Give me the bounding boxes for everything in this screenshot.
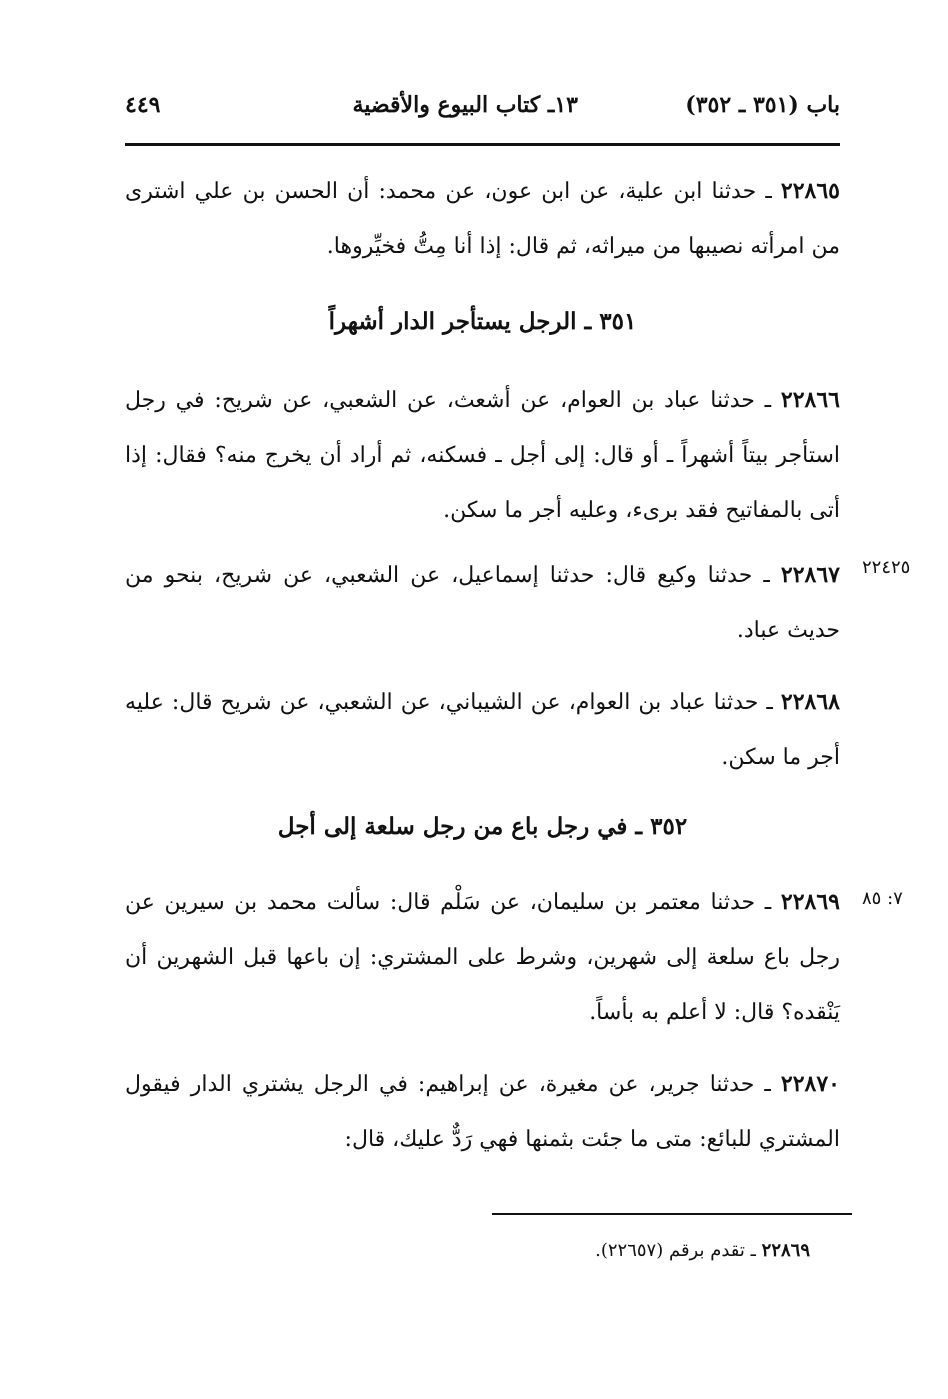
hadith-text: ـ حدثنا عباد بن العوام، عن أشعث، عن الشعبي، عن شريح: في رجل استأجر بيتاً أشهراً ـ أو قال: إلى أجل ـ فسكنه، ثم أراد أن يخرج منه؟ فقال: إذا أتى بالمفاتيح فقد برىء، وعليه أجر ما سكن. [125, 388, 840, 523]
header-divider [125, 143, 840, 146]
page-number: ٤٤٩ [125, 92, 161, 118]
hadith-text: ـ حدثنا معتمر بن سليمان، عن سَلْم قال: سألت محمد بن سيرين عن رجل باع سلعة إلى شهرين، وشرط على المشتري: إن باعها قبل الشهرين أن يَنْقده؟ قال: لا أعلم به بأساً. [125, 890, 840, 1025]
hadith-text: ـ حدثنا جرير، عن مغيرة، عن إبراهيم: في الرجل يشتري الدار فيقول المشتري للبائع: متى ما جئت بثمنها فهي رَدٌّ عليك، قال: [125, 1072, 840, 1152]
book-title: ١٣ـ كتاب البيوع والأقضية [352, 92, 578, 118]
hadith-number: ٢٢٨٧٠ [780, 1071, 840, 1097]
footnote-number: ٢٢٨٦٩ [761, 1240, 810, 1261]
footnote [300, 1240, 810, 1261]
hadith-number: ٢٢٨٦٩ [780, 889, 840, 915]
hadith-text: ـ حدثنا وكيع قال: حدثنا إسماعيل، عن الشعبي، عن شريح، بنحو من حديث عباد. [125, 563, 840, 643]
margin-reference: ٢٢٤٢٥ [862, 557, 911, 578]
hadith-number: ٢٢٨٦٧ [780, 562, 840, 588]
hadith-22870 [125, 1057, 840, 1167]
chapter-range: باب (٣٥١ ـ ٣٥٢) [685, 92, 840, 118]
hadith-22868 [125, 675, 840, 785]
hadith-number: ٢٢٨٦٥ [780, 178, 840, 204]
page-header [125, 92, 840, 132]
hadith-number: ٢٢٨٦٨ [780, 689, 840, 715]
hadith-22865 [125, 164, 840, 274]
hadith-number: ٢٢٨٦٦ [780, 387, 840, 413]
section-heading-352: ٣٥٢ ـ في رجل باع من رجل سلعة إلى أجل [277, 813, 688, 840]
hadith-22866 [125, 373, 840, 538]
section-heading-351: ٣٥١ ـ الرجل يستأجر الدار أشهراً [328, 308, 637, 335]
hadith-22869 [125, 875, 840, 1040]
hadith-text: ـ حدثنا عباد بن العوام، عن الشيباني، عن الشعبي، عن شريح قال: عليه أجر ما سكن. [125, 690, 840, 770]
hadith-22867 [125, 548, 840, 658]
hadith-text: ـ حدثنا ابن علية، عن ابن عون، عن محمد: أن الحسن بن علي اشترى من امرأته نصيبها من ميراثه، ثم قال: إذا أنا مِتُّ فخيِّروها. [125, 179, 840, 259]
footnote-divider [492, 1213, 852, 1215]
margin-reference: ٧: ٨٥ [862, 888, 903, 909]
footnote-text: ـ تقدم برقم (٢٢٦٥٧). [595, 1240, 756, 1261]
